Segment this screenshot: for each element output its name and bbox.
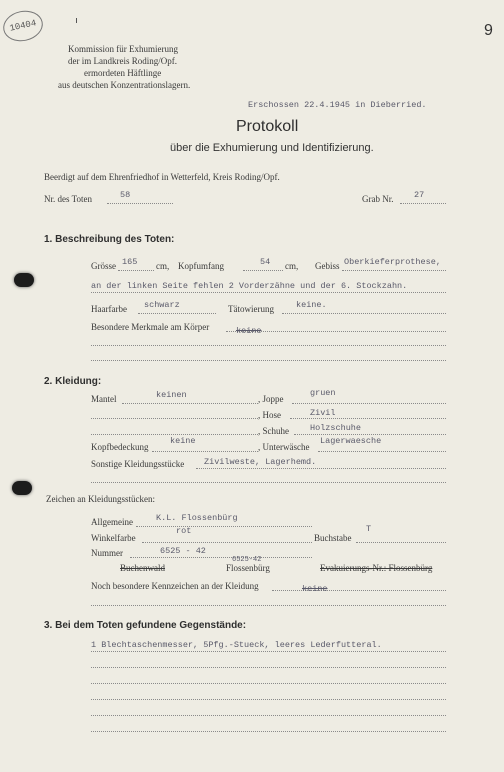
letter-line <box>356 542 446 543</box>
commission-line-1: Kommission für Exhumierung <box>68 44 178 54</box>
triangle-value: rot <box>176 526 192 536</box>
general-label: Allgemeine <box>91 517 133 527</box>
archive-stamp <box>0 7 45 45</box>
page-title: Protokoll <box>236 118 299 135</box>
pants-line <box>290 418 446 419</box>
head-value: 54 <box>260 257 271 267</box>
burial-place: Beerdigt auf dem Ehrenfriedhof in Wetterfeld, Kreis Roding/Opf. <box>44 172 280 182</box>
dead-no-label: Nr. des Toten <box>44 194 92 204</box>
page-number: 9 <box>484 22 493 39</box>
shoes-value: Holzschuhe <box>310 423 362 433</box>
coat-value: keinen <box>156 390 187 400</box>
hair-label: Haarfarbe <box>91 304 127 314</box>
further-marks-line-2 <box>91 605 446 606</box>
camp-flossenburg: Flossenbürg <box>226 563 270 573</box>
section2-heading: 2. Kleidung: <box>44 376 102 387</box>
jacket-line <box>292 403 446 404</box>
general-line <box>136 526 312 527</box>
section3-heading: 3. Bei dem Toten gefundene Gegenstände: <box>44 620 247 631</box>
commission-line-4: aus deutschen Konzentrationslagern. <box>58 80 191 90</box>
letter-value: T <box>366 524 372 534</box>
shoes-blank-line <box>91 434 258 435</box>
items-line-5 <box>91 715 446 716</box>
pants-value: Zivil <box>310 408 336 418</box>
further-marks-line <box>272 590 446 591</box>
commission-line-2: der im Landkreis Roding/Opf. <box>68 56 177 66</box>
pants-label: , Hose <box>258 410 281 420</box>
underwear-value: Lagerwaesche <box>320 436 382 446</box>
stamp-number: 10404 <box>8 18 38 34</box>
tattoo-line <box>282 313 446 314</box>
shoes-line <box>294 434 446 435</box>
found-items-value: 1 Blechtaschenmesser, 5Pfg.-Stueck, leeres Lederfutteral. <box>91 640 382 650</box>
marks-line-2 <box>91 345 446 346</box>
punch-hole-bottom <box>12 481 32 495</box>
further-marks-value: keine <box>302 584 328 594</box>
shot-note: Erschossen 22.4.1945 in Dieberried. <box>248 100 427 110</box>
marks-label: Besondere Merkmale am Körper <box>91 322 210 332</box>
triangle-label: Winkelfarbe <box>91 533 136 543</box>
head-label: Kopfumfang <box>178 261 224 271</box>
head-unit: cm, <box>285 261 299 271</box>
items-line-6 <box>91 731 446 732</box>
letter-label: Buchstabe <box>314 533 352 543</box>
tick-mark <box>76 18 77 23</box>
size-line <box>118 270 154 271</box>
tattoo-value: keine. <box>296 300 327 310</box>
jacket-value: gruen <box>310 388 336 398</box>
page-subtitle: über die Exhumierung und Identifizierung. <box>170 142 374 154</box>
camp-flossenburg-note: 6525-42 <box>232 556 262 564</box>
hat-label: Kopfbedeckung <box>91 442 149 452</box>
commission-line-3: ermordeten Häftlinge <box>84 68 162 78</box>
teeth-line <box>342 270 446 271</box>
dead-no-value: 58 <box>120 190 131 200</box>
dead-no-line <box>107 203 173 204</box>
hair-line <box>138 313 216 314</box>
jacket-label: , Joppe <box>258 394 284 404</box>
general-value: K.L. Flossenbürg <box>156 513 238 523</box>
punch-hole-top <box>14 273 34 287</box>
underwear-label: , Unterwäsche <box>258 442 310 452</box>
grave-no-value: 27 <box>414 190 425 200</box>
camp-buchenwald: Buchenwald <box>120 563 165 573</box>
number-line <box>130 557 312 558</box>
other-clothing-line <box>196 468 446 469</box>
grave-no-line <box>400 203 446 204</box>
number-label: Nummer <box>91 548 123 558</box>
items-line-2 <box>91 667 446 668</box>
coat-label: Mantel <box>91 394 117 404</box>
further-marks-label: Noch besondere Kennzeichen an der Kleidung <box>91 581 259 591</box>
number-value: 6525 - 42 <box>160 546 206 556</box>
items-line-3 <box>91 683 446 684</box>
other-clothing-value: Zivilweste, Lagerhemd. <box>204 457 317 467</box>
size-value: 165 <box>122 257 138 267</box>
other-clothing-label: Sonstige Kleidungsstücke <box>91 459 185 469</box>
triangle-line <box>142 542 312 543</box>
teeth-value: Oberkieferprothese, <box>344 257 441 267</box>
underwear-line <box>318 451 446 452</box>
teeth-label: Gebiss <box>315 261 340 271</box>
evacuation-label: Evakuierungs-Nr.: Flossenbürg <box>320 563 433 573</box>
size-unit: cm, <box>156 261 170 271</box>
head-line <box>243 270 283 271</box>
tattoo-label: Tätowierung <box>228 304 274 314</box>
marks-value: keine <box>236 326 262 336</box>
pants-blank-line <box>91 418 258 419</box>
hat-value: keine <box>170 436 196 446</box>
items-line-1 <box>91 651 446 652</box>
teeth-cont-line <box>91 292 446 293</box>
other-clothing-line-2 <box>91 482 446 483</box>
shoes-label: , Schuhe <box>258 426 289 436</box>
hair-value: schwarz <box>144 300 180 310</box>
grave-no-label: Grab Nr. <box>362 194 394 204</box>
section1-heading: 1. Beschreibung des Toten: <box>44 234 175 245</box>
marks-line-3 <box>91 360 446 361</box>
size-label: Grösse <box>91 261 116 271</box>
teeth-continuation: an der linken Seite fehlen 2 Vorderzähne und der 6. Stockzahn. <box>91 281 408 291</box>
marks-heading: Zeichen an Kleidungsstücken: <box>46 494 155 504</box>
hat-line <box>152 451 258 452</box>
items-line-4 <box>91 699 446 700</box>
coat-line <box>122 403 258 404</box>
